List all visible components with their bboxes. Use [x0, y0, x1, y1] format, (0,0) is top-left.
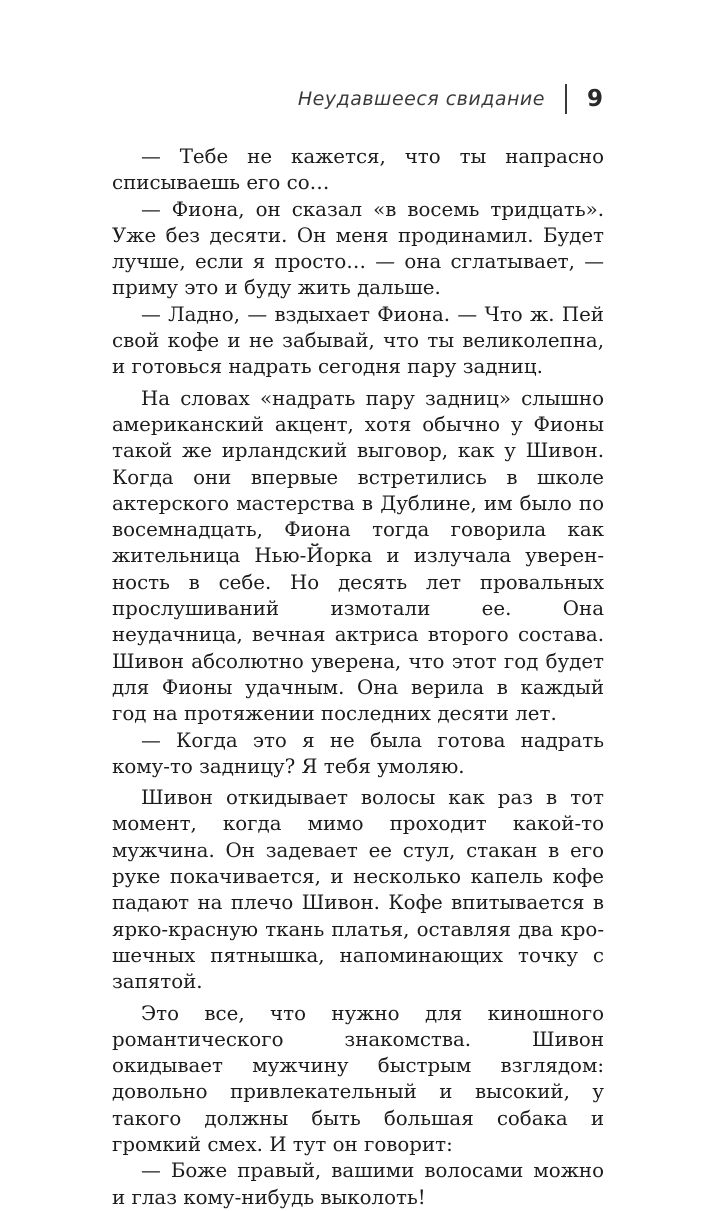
header-divider — [565, 84, 567, 114]
paragraph-3: — Ладно, — вздыхает Фиона. — Что ж. Пей свой кофе и не забывай, что ты великолепна, и готовься надрать сегодня пару задниц. — [112, 302, 604, 379]
paragraph-5: — Когда это я не была готова надрать кому-то задницу? Я тебя умоляю. — [112, 728, 604, 778]
paragraph-6: Шивон откидывает волосы как раз в тот момент, когда мимо проходит какой-то мужчина. Он задевает ее стул, стакан в его руке покачивается, и несколько капель кофе падают на плечо Шивон. Кофе впитывается в ярко-красную ткань платья, оставляя два крошечных пятнышка, напоминающих точку с запятой. — [112, 786, 604, 994]
paragraph-8: — Боже правый, вашими волосами можно и глаз кому-нибудь выколоть! — [112, 1159, 604, 1209]
running-title: Неудавшееся свидание — [297, 88, 545, 110]
paragraph-7: Это все, что нужно для киношного романтического знакомства. Шивон окидывает мужчину быстрым взглядом: довольно привлекательный и высокий, у такого должны быть большая собака и громкий смех. И тут он говорит: — [112, 1001, 604, 1156]
paragraph-2: — Фиона, он сказал «в восемь тридцать». Уже без десяти. Он меня продинамил. Будет лучше, если я просто… — она сглатывает, — приму это и буду жить дальше. — [112, 197, 604, 300]
paragraph-1: — Тебе не кажется, что ты напрасно списываешь его со… — [112, 145, 604, 195]
body-text — [112, 144, 604, 1211]
paragraph-4: На словах «надрать пару задниц» слышно американский акцент, хотя обычно у Фионы такой же ирландский выговор, как у Шивон. Когда они впервые встретились в школе актерского мастерства в Дублине, им было по восемнадцать, Фиона тогда говорила как жительница Нью-Йорка и излучала уверенность в себе. Но десять лет провальных прослушиваний измотали ее. Она неудачница, вечная актриса второго состава. Шивон абсолютно уверена, что этот год будет для Фионы удачным. Она верила в каждый год на протяжении последних десяти лет. — [112, 386, 604, 726]
page-number: 9 — [586, 86, 603, 112]
running-head — [298, 84, 603, 114]
